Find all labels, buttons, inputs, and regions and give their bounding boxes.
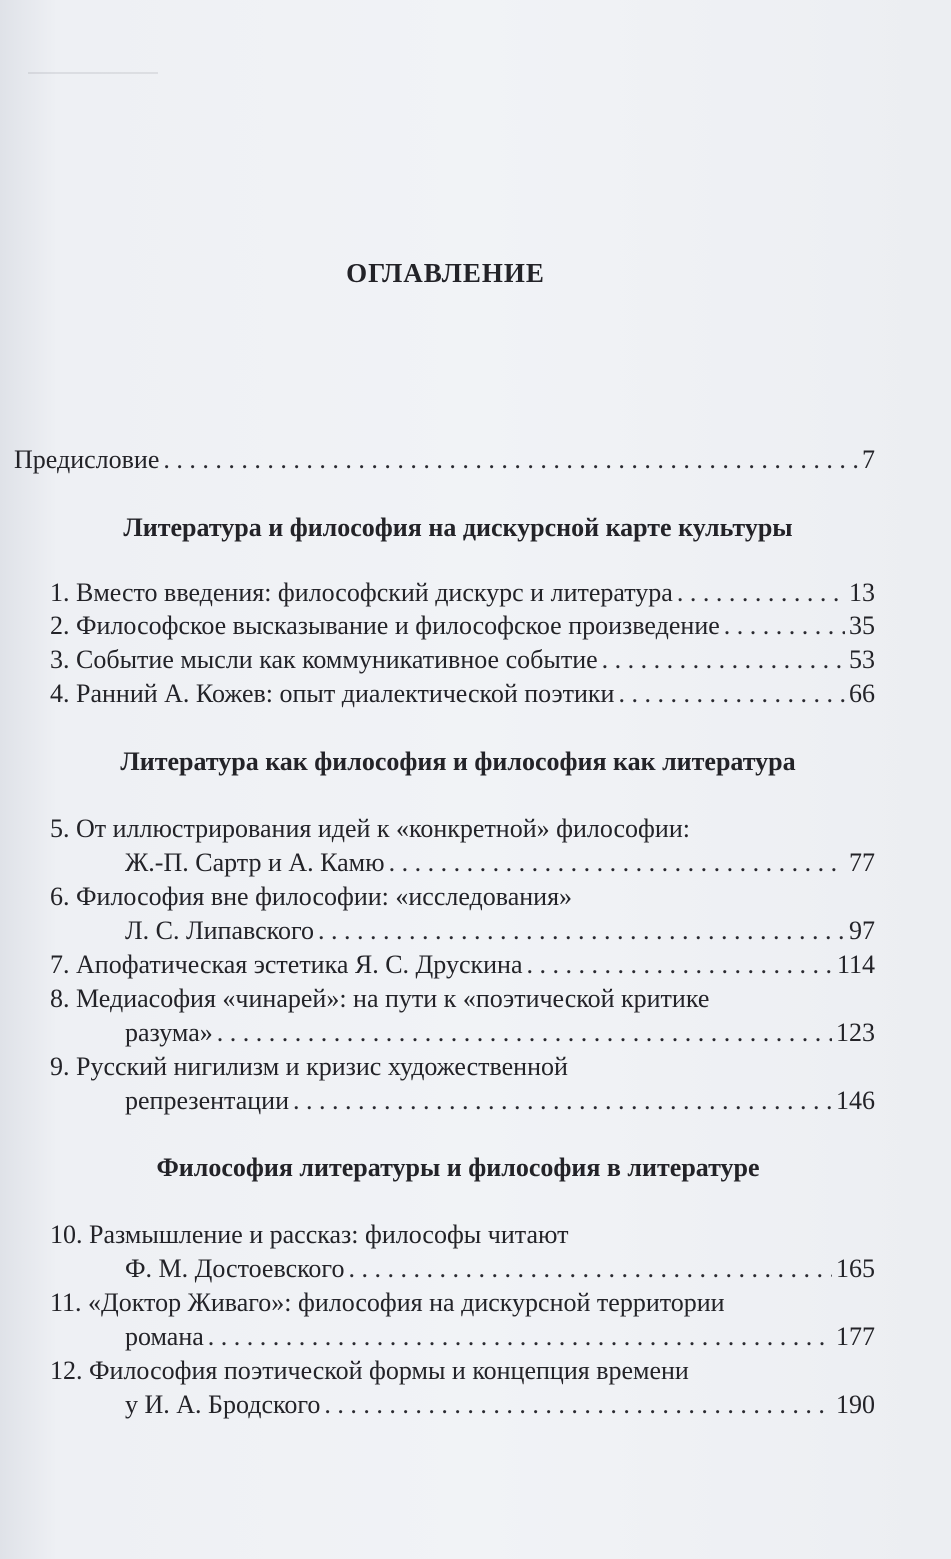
- toc-entry-label: 12. Философия поэтической формы и концепция времени: [50, 1356, 689, 1385]
- toc-entry-label: 3. Событие мысли как коммуникативное событие: [50, 645, 598, 674]
- dot-leader: [217, 1016, 832, 1050]
- toc-entry-label-cont: разума»: [125, 1018, 213, 1047]
- toc-entry: [125, 1252, 875, 1286]
- toc-entry-label-cont: репрезентации: [125, 1086, 289, 1115]
- page-title: ОГЛАВЛЕНИЕ: [346, 258, 545, 288]
- toc-entry-label-cont: у И. А. Бродского: [125, 1390, 321, 1419]
- dot-leader: [163, 443, 858, 477]
- dot-leader: [293, 1084, 832, 1118]
- toc-entry-label: 7. Апофатическая эстетика Я. С. Друскина: [50, 950, 523, 979]
- dot-leader: [389, 846, 845, 880]
- toc-entry-preface: [14, 443, 875, 477]
- toc-entry-label-cont: романа: [125, 1322, 204, 1351]
- dot-leader: [527, 948, 833, 982]
- toc-entry-page: 77: [849, 848, 875, 877]
- toc-entry-page: 53: [849, 645, 875, 674]
- toc-entry-label-cont: Л. С. Липавского: [125, 916, 314, 945]
- dot-leader: [208, 1320, 832, 1354]
- toc-entry-page: 190: [836, 1390, 875, 1419]
- toc-entry: [125, 1016, 875, 1050]
- bleed-through-line: [230, 110, 237, 140]
- toc-entry-label: Предисловие: [14, 445, 160, 474]
- dot-leader: [724, 609, 845, 643]
- section-heading: Философия литературы и философия в литературе: [156, 1153, 760, 1182]
- toc-entry-page: 7: [862, 445, 875, 474]
- toc-entry: [50, 677, 875, 711]
- toc-entry-label: 10. Размышление и рассказ: философы читают: [50, 1220, 569, 1249]
- toc-entry: [50, 609, 875, 643]
- toc-entry-page: 123: [836, 1018, 875, 1047]
- toc-entry-page: 165: [836, 1254, 875, 1283]
- toc-entry: [125, 1084, 875, 1118]
- toc-entry: [125, 846, 875, 880]
- section-heading: Литература как философия и философия как литература: [120, 747, 796, 776]
- dot-leader: [318, 914, 845, 948]
- toc-entry-label: 2. Философское высказывание и философское произведение: [50, 611, 720, 640]
- toc-entry: [50, 576, 875, 610]
- toc-entry-page: 146: [836, 1086, 875, 1115]
- toc-entry-page: 177: [836, 1322, 875, 1351]
- toc-entry-label: 4. Ранний А. Кожев: опыт диалектической поэтики: [50, 679, 615, 708]
- toc-entry: [50, 948, 875, 982]
- bleed-through-rule: [28, 72, 158, 74]
- toc-entry: [125, 914, 875, 948]
- toc-entry-label: 6. Философия вне философии: «исследования»: [50, 882, 573, 911]
- dot-leader: [348, 1252, 832, 1286]
- toc-entry: [125, 1320, 875, 1354]
- toc-entry-label-cont: Ж.-П. Сартр и А. Камю: [125, 848, 385, 877]
- dot-leader: [602, 643, 845, 677]
- toc-entry-page: 66: [849, 679, 875, 708]
- toc-entry-label-cont: Ф. М. Достоевского: [125, 1254, 345, 1283]
- section-heading: Литература и философия на дискурсной карте культуры: [123, 513, 793, 542]
- toc-entry-page: 97: [849, 916, 875, 945]
- toc-entry-label: 9. Русский нигилизм и кризис художественной: [50, 1052, 568, 1081]
- toc-entry-page: 114: [836, 950, 875, 979]
- toc-entry-page: 13: [849, 578, 875, 607]
- toc-entry: [50, 643, 875, 677]
- toc-entry-page: 35: [849, 611, 875, 640]
- toc-entry-label: 5. От иллюстрирования идей к «конкретной» философии:: [50, 814, 690, 843]
- toc-entry-label: 8. Медиасофия «чинарей»: на пути к «поэтической критике: [50, 984, 710, 1013]
- toc-entry: [125, 1388, 875, 1422]
- dot-leader: [677, 576, 845, 610]
- toc-entry-label: 11. «Доктор Живаго»: философия на дискурсной территории: [50, 1288, 725, 1317]
- toc-entry-label: 1. Вместо введения: философский дискурс и литература: [50, 578, 673, 607]
- dot-leader: [324, 1388, 832, 1422]
- dot-leader: [618, 677, 845, 711]
